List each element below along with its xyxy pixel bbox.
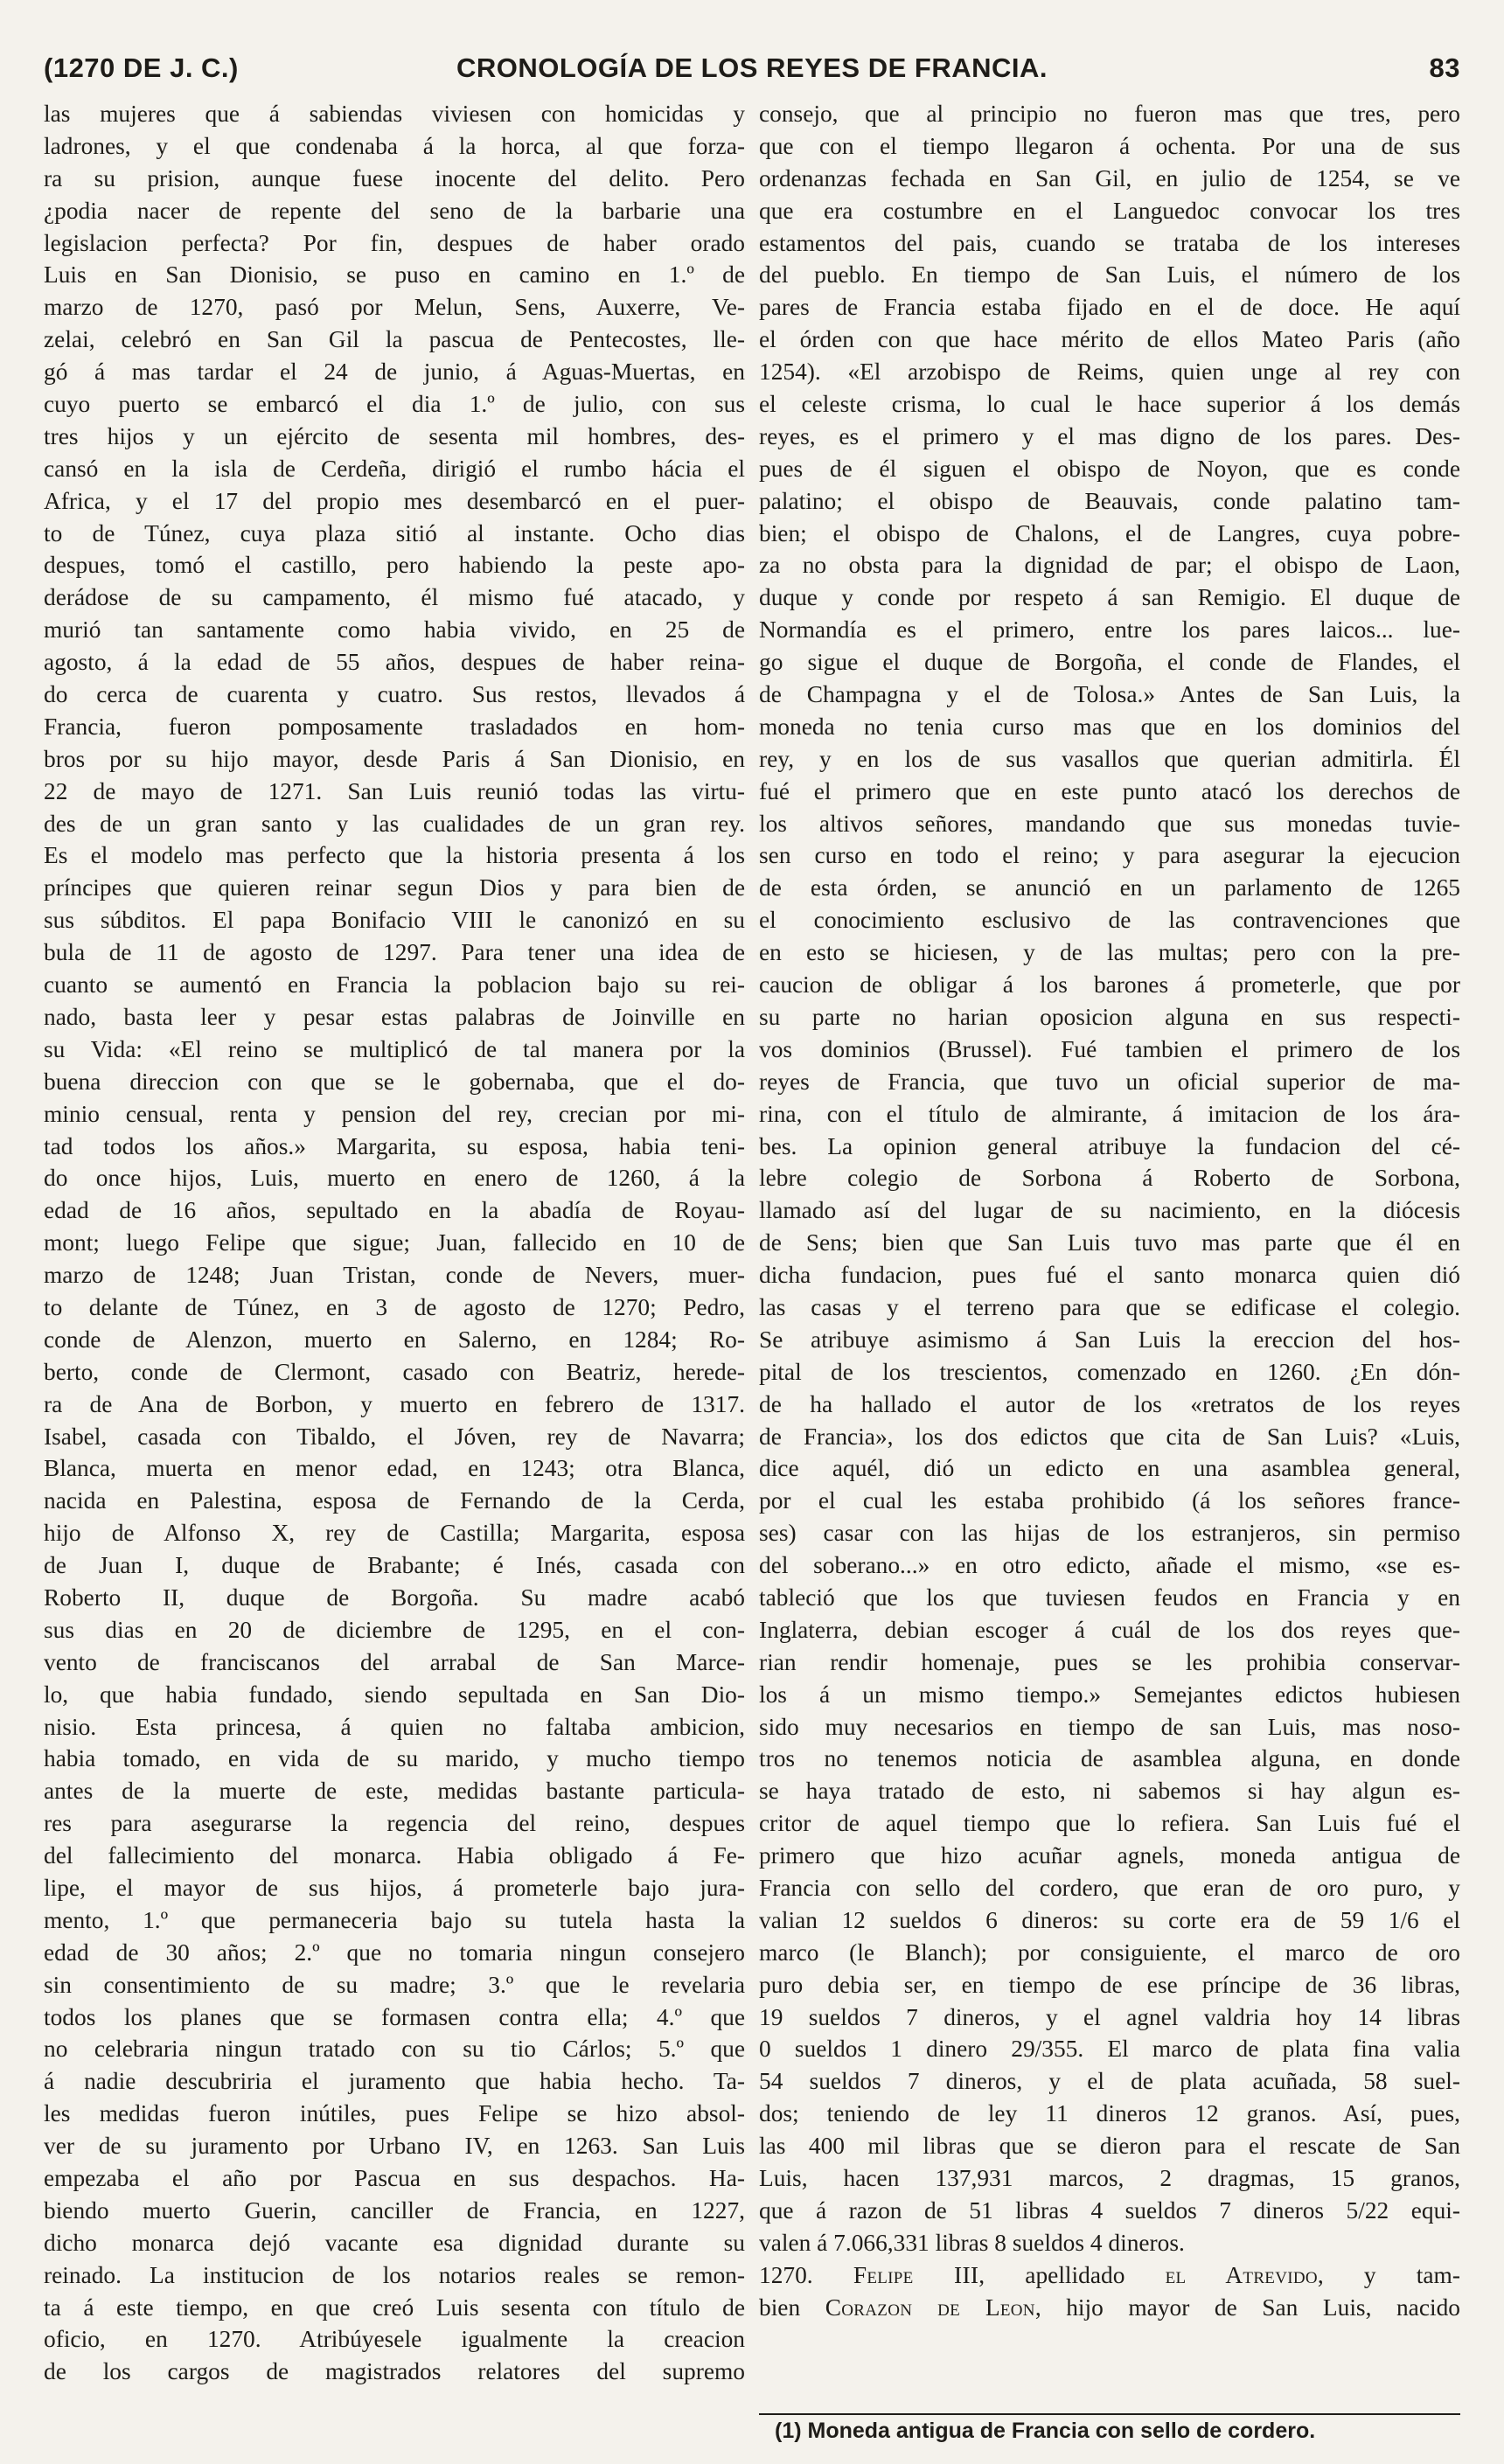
left-column-line: agosto, á la edad de 55 años, despues de haber reina- <box>44 649 745 676</box>
right-column-line: ordenanzas fechada en San Gil, en julio de 1254, se ve <box>759 164 1460 191</box>
right-column-line: rina, con el título de almirante, á imitacion de los ára- <box>759 1100 1460 1127</box>
left-column-line: bros por su hijo mayor, desde Paris á San Dionisio, en <box>44 745 745 772</box>
left-column-line: murió tan santamente como habia vivido, en 25 de <box>44 616 745 644</box>
entry-line-2 <box>759 2292 1460 2324</box>
right-column-line: sido muy necesarios en tiempo de san Luis, mas noso- <box>759 1713 1460 1740</box>
entry-year: 1270. <box>759 2261 813 2288</box>
left-column-line: nacida en Palestina, esposa de Fernando de la Cerda, <box>44 1487 745 1514</box>
left-column-line: oficio, en 1270. Atribúyesele igualmente la creacion <box>44 2326 745 2353</box>
left-column-line: cuyo puerto se embarcó el dia 1.º de julio, con sus <box>44 391 745 418</box>
right-column-line: llamado así del lugar de su nacimiento, en la diócesis <box>759 1197 1460 1224</box>
left-column-line: de Juan I, duque de Brabante; é Inés, casada con <box>44 1552 745 1579</box>
left-column <box>44 98 745 2388</box>
right-column-line: dicha fundacion, pues fué el santo monarca quien dió <box>759 1262 1460 1289</box>
left-column-line: do cerca de cuarenta y cuatro. Sus restos, llevados á <box>44 681 745 708</box>
right-column-line: por el cual les estaba prohibido (á los señores france- <box>759 1487 1460 1514</box>
right-column-line: en esto se hiciesen, y de las multas; pero con la pre- <box>759 939 1460 966</box>
right-column-line: duque y conde por respeto á san Remigio. El duque de <box>759 584 1460 611</box>
right-column-line: de ha hallado el autor de los «retratos de los reyes <box>759 1390 1460 1417</box>
left-column-line: habia tomado, en vida de su marido, y mucho tiempo <box>44 1745 745 1772</box>
right-column-line: pital de los trescientos, comenzado en 1260. ¿En dón- <box>759 1358 1460 1385</box>
right-column-line: rey, y en los de sus vasallos que querian admitirla. Él <box>759 745 1460 772</box>
header-date: (1270 DE J. C.) <box>44 52 239 83</box>
left-column-line: Es el modelo mas perfecto que la historia presenta á los <box>44 842 745 869</box>
right-column-line: tableció que los que tuviesen feudos en Francia y en <box>759 1584 1460 1611</box>
left-column-line: sus dias en 20 de diciembre de 1295, en el con- <box>44 1616 745 1643</box>
left-column-line: Blanca, muerta en menor edad, en 1243; otra Blanca, <box>44 1455 745 1482</box>
right-column-line: el órden con que hace mérito de ellos Mateo Paris (año <box>759 326 1460 353</box>
right-column-line: Inglaterra, debian escoger á cuál de los dos reyes que- <box>759 1616 1460 1643</box>
right-column-line: Se atribuye asimismo á San Luis la ereccion del hos- <box>759 1326 1460 1353</box>
right-column-line: del pueblo. En tiempo de San Luis, el número de los <box>759 261 1460 289</box>
left-column-line: biendo muerto Guerin, canciller de Francia, en 1227, <box>44 2196 745 2224</box>
right-column-line: moneda no tenia curso mas que en los dominios del <box>759 713 1460 740</box>
left-column-line: berto, conde de Clermont, casado con Beatriz, herede- <box>44 1358 745 1385</box>
right-column-line: 0 sueldos 1 dinero 29/355. El marco de plata fina valia <box>759 2036 1460 2063</box>
right-column-line: de Francia», los dos edictos que cita de San Luis? «Luis, <box>759 1423 1460 1450</box>
left-column-line: del fallecimiento del monarca. Habia obligado á Fe- <box>44 1842 745 1869</box>
left-column-line: hijo de Alfonso X, rey de Castilla; Margarita, esposa <box>44 1520 745 1547</box>
right-column-line: valen á 7.066,331 libras 8 sueldos 4 dineros. <box>759 2229 1185 2256</box>
right-column-line: critor de aquel tiempo que lo refiera. San Luis fué el <box>759 1810 1460 1837</box>
right-column-line: el conocimiento esclusivo de las contravenciones que <box>759 907 1460 934</box>
left-column-line: tad todos los años.» Margarita, su esposa, habia teni- <box>44 1132 745 1159</box>
left-column-line: tres hijos y un ejército de sesenta mil hombres, des- <box>44 422 745 449</box>
right-column-line: 54 sueldos 7 dineros, y el de plata acuñada, 58 suel- <box>759 2068 1460 2095</box>
left-column-line: res para asegurarse la regencia del reino, despues <box>44 1810 745 1837</box>
left-column-line: Isabel, casada con Tibaldo, el Jóven, rey de Navarra; <box>44 1423 745 1450</box>
left-column-line: príncipes que quieren reinar segun Dios y para bien de <box>44 874 745 901</box>
entry-text: bien <box>759 2293 825 2321</box>
left-column-line: Roberto II, duque de Borgoña. Su madre acabó <box>44 1584 745 1611</box>
right-column-line: pues de él siguen el obispo de Noyon, que es conde <box>759 455 1460 482</box>
right-column-line: 1254). «El arzobispo de Reims, quien unge al rey con <box>759 358 1460 386</box>
running-header <box>44 45 1460 91</box>
right-column-line: za no obsta para la dignidad de par; el obispo de Laon, <box>759 552 1460 579</box>
left-column-line: de los cargos de magistrados relatores del supremo <box>44 2358 745 2385</box>
right-column-line: del soberano...» en otro edicto, añade el mismo, «se es- <box>759 1552 1460 1579</box>
left-column-line: cuanto se aumentó en Francia la poblacion bajo su rei- <box>44 971 745 999</box>
left-column-line: bula de 11 de agosto de 1297. Para tener una idea de <box>44 939 745 966</box>
entry-king-name: Felipe III <box>853 2261 979 2288</box>
right-column-text <box>759 98 1460 2259</box>
right-column-line: rian rendir homenaje, pues se les prohibia conservar- <box>759 1648 1460 1675</box>
right-column-line: marco (le Blanch); por consiguiente, el marco de oro <box>759 1938 1460 1966</box>
right-column-line: reyes de Francia, que tuvo un oficial superior de ma- <box>759 1068 1460 1095</box>
left-column-line: mento, 1.º que permaneceria bajo su tutela hasta la <box>44 1906 745 1933</box>
right-column-line: ses) casar con las hijas de los estranjeros, sin permiso <box>759 1520 1460 1547</box>
left-column-line: antes de la muerte de este, medidas bastante particula- <box>44 1778 745 1805</box>
right-column-line: primero que hizo acuñar agnels, moneda antigua de <box>759 1842 1460 1869</box>
right-column-line: 19 sueldos 7 dineros, y el agnel valdria hoy 14 libras <box>759 2003 1460 2030</box>
right-column-line: vos dominios (Brussel). Fué tambien el primero de los <box>759 1035 1460 1062</box>
left-column-line: todos los planes que se formasen contra ella; 4.º que <box>44 2003 745 2030</box>
right-column-line: se haya tratado de esto, ni sabemos si hay algun es- <box>759 1778 1460 1805</box>
left-column-line: edad de 16 años, sepultado en la abadía de Royau- <box>44 1197 745 1224</box>
right-column-line: los altivos señores, mandando que sus monedas tuvie- <box>759 810 1460 837</box>
left-column-line: ra su prision, aunque fuese inocente del delito. Pero <box>44 164 745 191</box>
right-column-line: dos; teniendo de ley 11 dineros 12 granos. Así, pues, <box>759 2100 1460 2127</box>
right-column-line: el celeste crisma, lo cual le hace superior á los demás <box>759 391 1460 418</box>
left-column-line: ta á este tiempo, en que creó Luis sesenta con título de <box>44 2293 745 2321</box>
left-column-line: su Vida: «El reino se multiplicó de tal manera por la <box>44 1035 745 1062</box>
right-column-line: bes. La opinion general atribuye la fundacion del cé- <box>759 1132 1460 1159</box>
entry-text: , hijo mayor de San Luis, nacido <box>1034 2293 1460 2321</box>
entry-epithet: el Atrevido <box>1165 2261 1318 2288</box>
right-column-line: su parte no harian oposicion alguna en sus respecti- <box>759 1003 1460 1030</box>
left-column-line: cansó en la isla de Cerdeña, dirigió el rumbo hácia el <box>44 455 745 482</box>
right-column-line: valian 12 sueldos 6 dineros: su corte era de 59 1/6 el <box>759 1906 1460 1933</box>
left-column-line: conde de Alenzon, muerto en Salerno, en 1284; Ro- <box>44 1326 745 1353</box>
left-column-line: no celebraria ningun tratado con su tio Cárlos; 5.º que <box>44 2036 745 2063</box>
right-column-line: reyes, es el primero y el mas digno de los pares. Des- <box>759 422 1460 449</box>
left-column-line: sin consentimiento de su madre; 3.º que le revelaria <box>44 1971 745 1998</box>
footnote-rule <box>759 2413 1460 2415</box>
right-column-line: fué el primero que en este punto atacó los derechos de <box>759 777 1460 804</box>
right-column-line: palatino; el obispo de Beauvais, conde palatino tam- <box>759 487 1460 514</box>
right-column-line: tros no tenemos noticia de asamblea alguna, en donde <box>759 1745 1460 1772</box>
left-column-line: les medidas fueron inútiles, pues Felipe se hizo absol- <box>44 2100 745 2127</box>
left-column-line: 22 de mayo de 1271. San Luis reunió todas las virtu- <box>44 777 745 804</box>
right-column-line: Normandía es el primero, entre los pares laicos... lue- <box>759 616 1460 644</box>
left-column-line: derádose de su campamento, él mismo fué atacado, y <box>44 584 745 611</box>
left-column-line: ¿podia nacer de repente del seno de la barbarie una <box>44 197 745 224</box>
left-column-line: sus súbditos. El papa Bonifacio VIII le canonizó en su <box>44 907 745 934</box>
right-column-line: sen curso en todo el reino; y para asegurar la ejecucion <box>759 842 1460 869</box>
right-column-line: bien; el obispo de Chalons, el de Langres, cuya pobre- <box>759 519 1460 546</box>
right-column-line: puro debia ser, en tiempo de ese príncipe de 36 libras, <box>759 1971 1460 1998</box>
left-column-line: to de Túnez, cuya plaza sitió al instante. Ocho dias <box>44 519 745 546</box>
left-column-line: Luis en San Dionisio, se puso en camino en 1.º de <box>44 261 745 289</box>
right-column-line: que con el tiempo llegaron á ochenta. Por una de sus <box>759 132 1460 159</box>
left-column-line: Africa, y el 17 del propio mes desembarcó en el puer- <box>44 487 745 514</box>
right-column-line: consejo, que al principio no fueron mas que tres, pero <box>759 101 1460 127</box>
right-column-line: de esta órden, se anunció en un parlamento de 1265 <box>759 874 1460 901</box>
left-column-line: marzo de 1270, pasó por Melun, Sens, Auxerre, Ve- <box>44 294 745 321</box>
right-column-line: que era costumbre en el Languedoc convocar los tres <box>759 197 1460 224</box>
left-column-line: las mujeres que á sabiendas viviesen con homicidas y <box>44 101 745 127</box>
right-column-line: pares de Francia estaba fijado en el de doce. He aquí <box>759 294 1460 321</box>
left-column-line: ladrones, y el que condenaba á la horca, al que forza- <box>44 132 745 159</box>
left-column-line: edad de 30 años; 2.º que no tomaria ningun consejero <box>44 1938 745 1966</box>
entry-text: , y tam- <box>1317 2261 1460 2288</box>
left-column-line: á nadie descubriria el juramento que habia hecho. Ta- <box>44 2068 745 2095</box>
left-column-line: Francia, fueron pomposamente trasladados en hom- <box>44 713 745 740</box>
left-column-line: buena direccion con que se le gobernaba, que el do- <box>44 1068 745 1095</box>
left-column-line: reinado. La institucion de los notarios reales se remon- <box>44 2261 745 2288</box>
right-column <box>759 98 1460 2323</box>
left-column-line: des de un gran santo y las cualidades de un gran rey. <box>44 810 745 837</box>
left-column-line: zelai, celebró en San Gil la pascua de Pentecostes, lle- <box>44 326 745 353</box>
header-title: CRONOLOGÍA DE LOS REYES DE FRANCIA. <box>456 52 1048 83</box>
right-column-line: las casas y el terreno para que se edificase el colegio. <box>759 1293 1460 1320</box>
right-column-line: los á un mismo tiempo.» Semejantes edictos hubiesen <box>759 1681 1460 1708</box>
left-column-line: nado, basta leer y pesar estas palabras de Joinville en <box>44 1003 745 1030</box>
left-column-line: mont; luego Felipe que sigue; Juan, fallecido en 10 de <box>44 1229 745 1256</box>
right-column-line: caucion de obligar á los barones á prometerle, que por <box>759 971 1460 999</box>
left-column-line: marzo de 1248; Juan Tristan, conde de Nevers, muer- <box>44 1262 745 1289</box>
right-column-line: estamentos del pais, cuando se trataba de los intereses <box>759 229 1460 256</box>
left-column-line: ver de su juramento por Urbano IV, en 1263. San Luis <box>44 2133 745 2160</box>
left-column-line: minio censual, renta y pension del rey, crecian por mi- <box>44 1100 745 1127</box>
left-column-line: gó á mas tardar el 24 de junio, á Aguas-Muertas, en <box>44 358 745 386</box>
right-column-line: go sigue el duque de Borgoña, el conde de Flandes, el <box>759 649 1460 676</box>
right-column-line: de Sens; bien que San Luis tuvo mas parte que él en <box>759 1229 1460 1256</box>
right-column-line: las 400 mil libras que se dieron para el rescate de San <box>759 2133 1460 2160</box>
left-column-line: do once hijos, Luis, muerto en enero de 1260, á la <box>44 1165 745 1192</box>
right-column-line: Francia con sello del cordero, que eran de oro puro, y <box>759 1874 1460 1901</box>
left-column-line: legislacion perfecta? Por fin, despues de haber orado <box>44 229 745 256</box>
right-column-line: dice aquél, dió un edicto en una asamblea general, <box>759 1455 1460 1482</box>
right-column-line: que á razon de 51 libras 4 sueldos 7 dineros 5/22 equi- <box>759 2196 1460 2224</box>
left-column-line: dicho monarca dejó vacante esa dignidad durante su <box>44 2229 745 2256</box>
entry-epithet-2: Corazon de Leon <box>825 2293 1035 2321</box>
left-column-line: vento de franciscanos del arrabal de San Marce- <box>44 1648 745 1675</box>
left-column-line: to delante de Túnez, en 3 de agosto de 1270; Pedro, <box>44 1293 745 1320</box>
left-column-line: despues, tomó el castillo, pero habiendo la peste apo- <box>44 552 745 579</box>
left-column-line: lipe, el mayor de sus hijos, á prometerle bajo jura- <box>44 1874 745 1901</box>
right-column-line: lebre colegio de Sorbona á Roberto de Sorbona, <box>759 1165 1460 1192</box>
right-column-line: Luis, hacen 137,931 marcos, 2 dragmas, 15 granos, <box>759 2165 1460 2191</box>
page-number: 83 <box>1429 52 1460 83</box>
footnote: (1) Moneda antigua de Francia con sello de cordero. <box>775 2419 1316 2443</box>
left-column-line: empezaba el año por Pascua en sus despachos. Ha- <box>44 2165 745 2191</box>
entry-heading-line <box>759 2259 1460 2292</box>
left-column-line: nisio. Esta princesa, á quien no faltaba ambicion, <box>44 1713 745 1740</box>
left-column-line: ra de Ana de Borbon, y muerto en febrero de 1317. <box>44 1390 745 1417</box>
left-column-line: lo, que habia fundado, siendo sepultada en San Dio- <box>44 1681 745 1708</box>
entry-text: , apellidado <box>978 2261 1166 2288</box>
right-column-line: de Champagna y el de Tolosa.» Antes de San Luis, la <box>759 681 1460 708</box>
